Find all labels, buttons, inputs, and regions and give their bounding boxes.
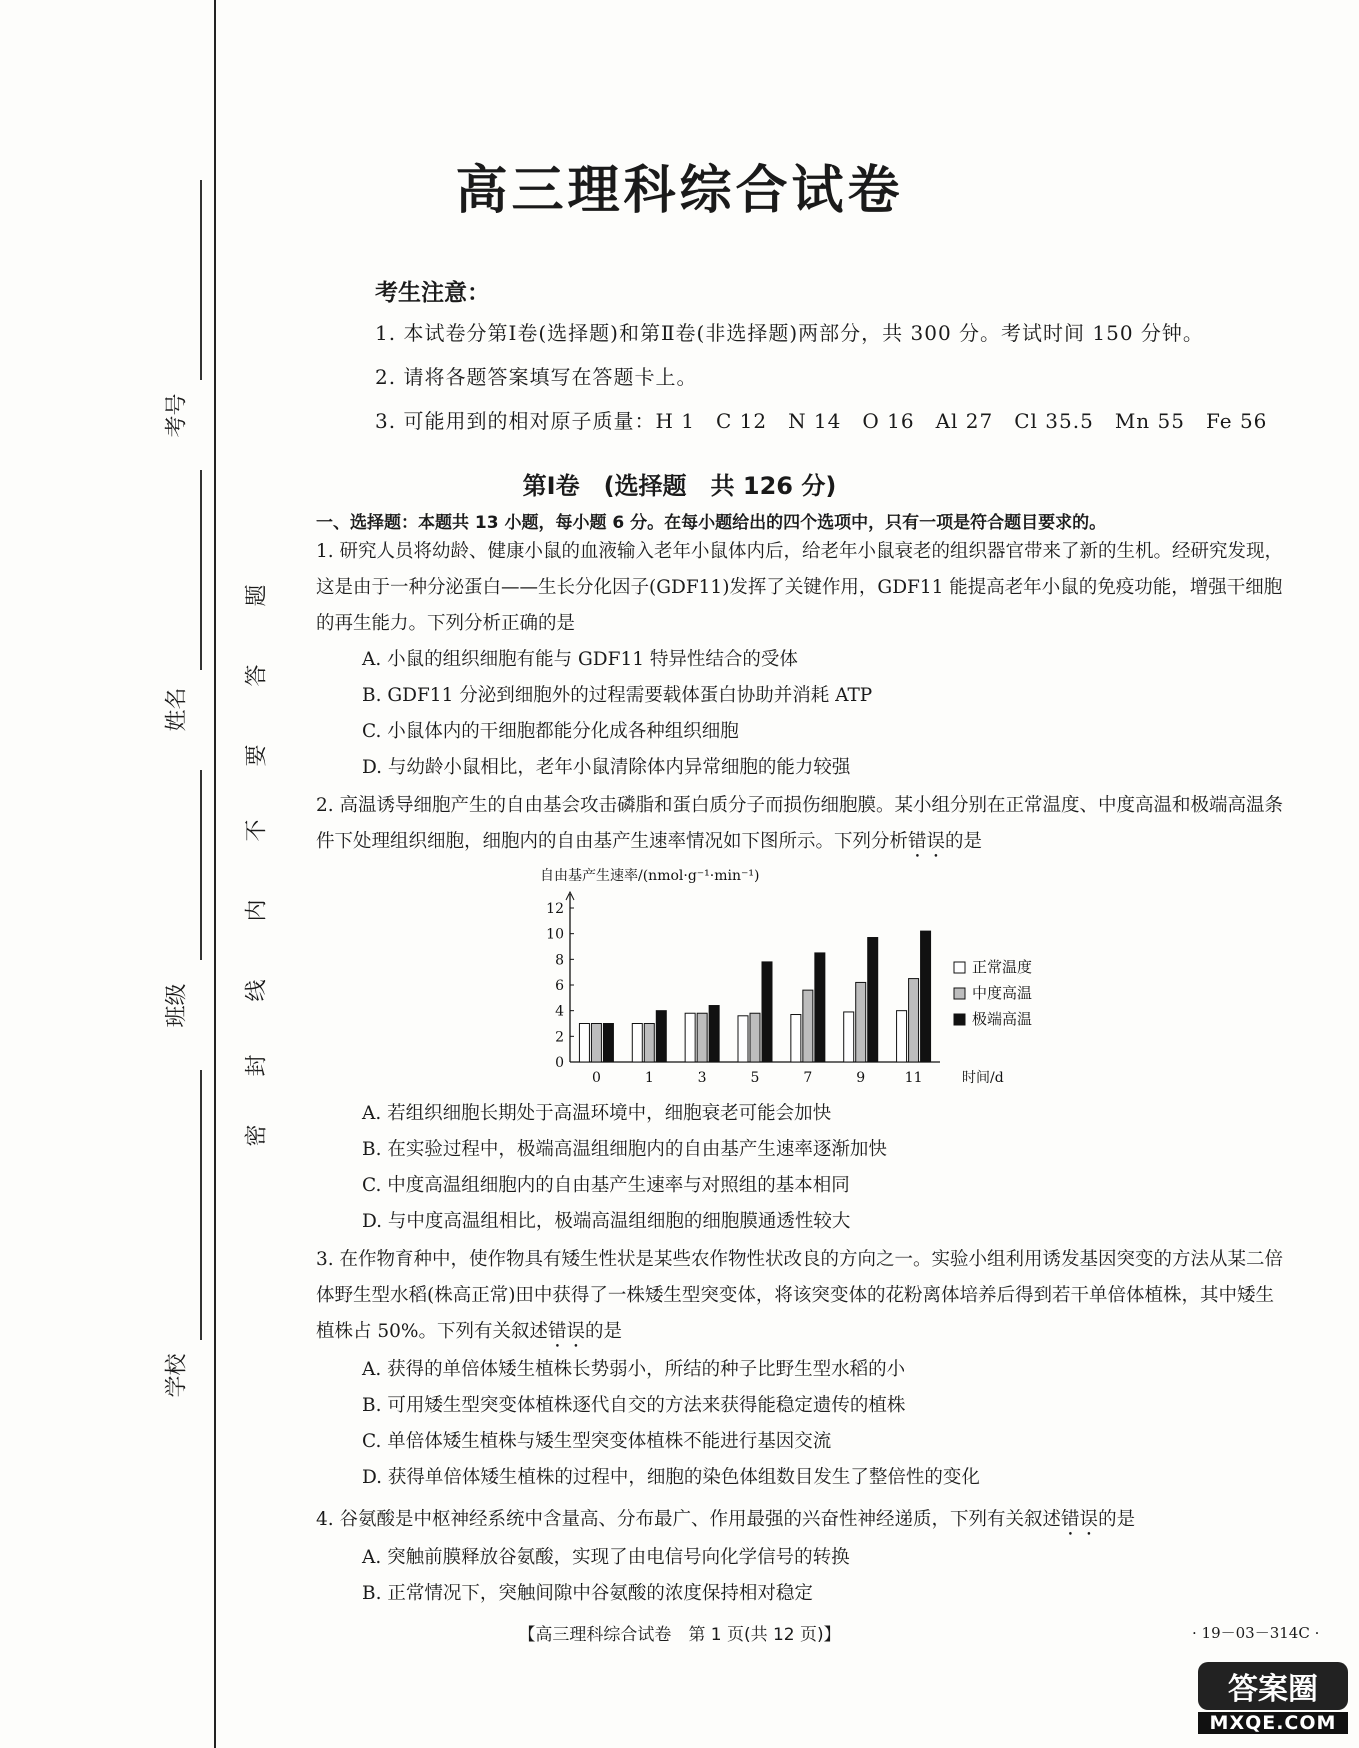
bar bbox=[791, 1015, 801, 1062]
bar bbox=[868, 938, 878, 1062]
watermark-bottom: MXQE.COM bbox=[1198, 1712, 1348, 1734]
bar bbox=[579, 1024, 589, 1063]
bar bbox=[656, 1011, 666, 1062]
bar bbox=[921, 931, 931, 1062]
y-tick-label: 10 bbox=[546, 926, 564, 943]
y-tick-label: 8 bbox=[555, 952, 564, 969]
option-c: C. 小鼠体内的干细胞都能分化成各种组织细胞 bbox=[362, 721, 739, 742]
question-2-options bbox=[316, 1096, 1292, 1240]
seal-char: 线 bbox=[244, 979, 270, 1002]
option-a: A. 小鼠的组织细胞有能与 GDF11 特异性结合的受体 bbox=[362, 649, 798, 670]
question-1 bbox=[316, 534, 1292, 786]
exam-number-label: 考号 bbox=[164, 393, 190, 438]
watermark-top: 答案圈 bbox=[1198, 1662, 1348, 1710]
bar bbox=[709, 1006, 719, 1062]
bar bbox=[762, 962, 772, 1062]
y-tick-label: 4 bbox=[555, 1003, 564, 1020]
notice-item: 3. 可能用到的相对原子质量：H 1 C 12 N 14 O 16 Al 27 Cl 35.5 Mn 55 Fe 56 bbox=[375, 409, 1268, 433]
x-tick-label: 11 bbox=[904, 1070, 923, 1086]
school-field bbox=[150, 1070, 210, 1398]
name-label: 姓名 bbox=[164, 687, 190, 732]
question-3 bbox=[316, 1242, 1292, 1496]
class-label: 班级 bbox=[164, 983, 190, 1028]
seal-char: 内 bbox=[244, 899, 270, 922]
bar bbox=[603, 1024, 613, 1063]
legend-label: 正常温度 bbox=[972, 958, 1033, 976]
bar bbox=[644, 1024, 654, 1063]
option-b: B. 可用矮生型突变体植株逐代自交的方法来获得能稳定遗传的植株 bbox=[362, 1395, 906, 1416]
option-c: C. 单倍体矮生植株与矮生型突变体植株不能进行基因交流 bbox=[362, 1431, 832, 1452]
legend-label: 极端高温 bbox=[972, 1010, 1033, 1028]
option-c: C. 中度高温组细胞内的自由基产生速率与对照组的基本相同 bbox=[362, 1175, 850, 1196]
bar bbox=[632, 1024, 642, 1063]
x-tick-label: 5 bbox=[750, 1070, 760, 1086]
option-d: D. 与幼龄小鼠相比，老年小鼠清除体内异常细胞的能力较强 bbox=[362, 757, 851, 778]
radical-rate-chart bbox=[540, 866, 1060, 1096]
seal-char: 答 bbox=[244, 664, 270, 687]
watermark-logo bbox=[1198, 1662, 1348, 1742]
bar bbox=[750, 1013, 760, 1062]
y-tick-label: 2 bbox=[555, 1029, 564, 1046]
seal-char: 封 bbox=[244, 1054, 270, 1077]
notice-heading: 考生注意： bbox=[375, 280, 490, 306]
school-label: 学校 bbox=[164, 1353, 190, 1398]
page-title: 高三理科综合试卷 bbox=[455, 161, 904, 221]
seal-char: 要 bbox=[244, 744, 270, 767]
bar bbox=[897, 1011, 907, 1062]
y-tick-label: 6 bbox=[555, 978, 564, 994]
notice-item: 1. 本试卷分第Ⅰ卷(选择题)和第Ⅱ卷(非选择题)两部分，共 300 分。考试时间 150 分钟。 bbox=[375, 321, 1204, 345]
seal-char: 题 bbox=[244, 584, 270, 607]
bar bbox=[909, 979, 919, 1062]
legend-swatch bbox=[954, 988, 965, 999]
name-field bbox=[150, 470, 210, 780]
question-stem: 1. 研究人员将幼龄、健康小鼠的血液输入老年小鼠体内后，给老年小鼠衰老的组织器官带来了新的生机。经研究发现，这是由于一种分泌蛋白——生长分化因子(GDF11)发挥了关键作用，GDF11 能提高老年小鼠的免疫功能，增强干细胞的再生能力。下列分析正确的是 bbox=[316, 541, 1284, 634]
notice-item: 2. 请将各题答案填写在答题卡上。 bbox=[375, 365, 698, 389]
legend-swatch bbox=[954, 962, 965, 973]
emphasis-word: 错误 bbox=[908, 831, 946, 852]
option-d: D. 与中度高温组相比，极端高温组细胞的细胞膜通透性较大 bbox=[362, 1211, 851, 1232]
binding-line bbox=[214, 0, 216, 1748]
option-b: B. 正常情况下，突触间隙中谷氨酸的浓度保持相对稳定 bbox=[362, 1583, 813, 1604]
bar bbox=[844, 1012, 854, 1062]
legend-label: 中度高温 bbox=[972, 984, 1033, 1002]
x-axis-label: 时间/d bbox=[962, 1070, 1004, 1086]
option-a: A. 突触前膜释放谷氨酸，实现了由电信号向化学信号的转换 bbox=[362, 1547, 850, 1568]
x-tick-label: 1 bbox=[644, 1070, 654, 1086]
paper-code: · 19－03－314C · bbox=[1192, 1624, 1320, 1642]
bar bbox=[685, 1013, 695, 1062]
option-d: D. 获得单倍体矮生植株的过程中，细胞的染色体组数目发生了整倍性的变化 bbox=[362, 1467, 980, 1488]
bar bbox=[856, 982, 866, 1062]
bar bbox=[815, 953, 825, 1062]
option-a: A. 若组织细胞长期处于高温环境中，细胞衰老可能会加快 bbox=[362, 1103, 832, 1124]
seal-char: 密 bbox=[244, 1124, 270, 1147]
question-stem: 3. 在作物育种中，使作物具有矮生性状是某些农作物性状改良的方向之一。实验小组利用诱发基因突变的方法从某二倍体野生型水稻(株高正常)田中获得了一株矮生型突变体，将该突变体的花粉离体培养后得到若干单倍体植株，其中矮生植株占 50%。下列有关叙述错误的是 bbox=[316, 1249, 1284, 1342]
y-axis-label: 自由基产生速率/(nmol·g⁻¹·min⁻¹) bbox=[540, 868, 760, 884]
x-tick-label: 3 bbox=[697, 1070, 707, 1086]
y-tick-label: 12 bbox=[546, 901, 564, 917]
y-tick-label: 0 bbox=[555, 1055, 564, 1071]
section-instructions: 一、选择题：本题共 13 小题，每小题 6 分。在每小题给出的四个选项中，只有一项是符合题目要求的。 bbox=[316, 513, 1107, 533]
page-footer: 【高三理科综合试卷 第 1 页(共 12 页)】 bbox=[518, 1625, 841, 1645]
option-b: B. GDF11 分泌到细胞外的过程需要载体蛋白协助并消耗 ATP bbox=[362, 685, 873, 706]
seal-char: 不 bbox=[244, 819, 270, 842]
class-field bbox=[150, 770, 210, 1070]
x-tick-label: 7 bbox=[803, 1070, 813, 1086]
option-b: B. 在实验过程中，极端高温组细胞内的自由基产生速率逐渐加快 bbox=[362, 1139, 887, 1160]
option-a: A. 获得的单倍体矮生植株长势弱小，所结的种子比野生型水稻的小 bbox=[362, 1359, 906, 1380]
question-2 bbox=[316, 788, 1292, 862]
question-stem: 2. 高温诱导细胞产生的自由基会攻击磷脂和蛋白质分子而损伤细胞膜。某小组分别在正常温度、中度高温和极端高温条件下处理组织细胞，细胞内的自由基产生速率情况如下图所示。下列分析错误的是 bbox=[316, 795, 1284, 852]
bar bbox=[803, 990, 813, 1062]
section-title: 第Ⅰ卷 (选择题 共 126 分) bbox=[522, 472, 837, 500]
x-tick-label: 9 bbox=[856, 1070, 866, 1086]
question-4 bbox=[316, 1502, 1292, 1612]
bar bbox=[697, 1013, 707, 1062]
candidate-notice bbox=[375, 274, 1267, 449]
legend-swatch bbox=[954, 1014, 965, 1025]
question-stem: 4. 谷氨酸是中枢神经系统中含量高、分布最广、作用最强的兴奋性神经递质，下列有关叙述错误的是 bbox=[316, 1509, 1136, 1530]
emphasis-word: 错误 bbox=[1061, 1509, 1099, 1530]
emphasis-word: 错误 bbox=[548, 1321, 586, 1342]
bar bbox=[738, 1016, 748, 1062]
bar bbox=[591, 1024, 601, 1063]
x-tick-label: 0 bbox=[591, 1070, 601, 1086]
